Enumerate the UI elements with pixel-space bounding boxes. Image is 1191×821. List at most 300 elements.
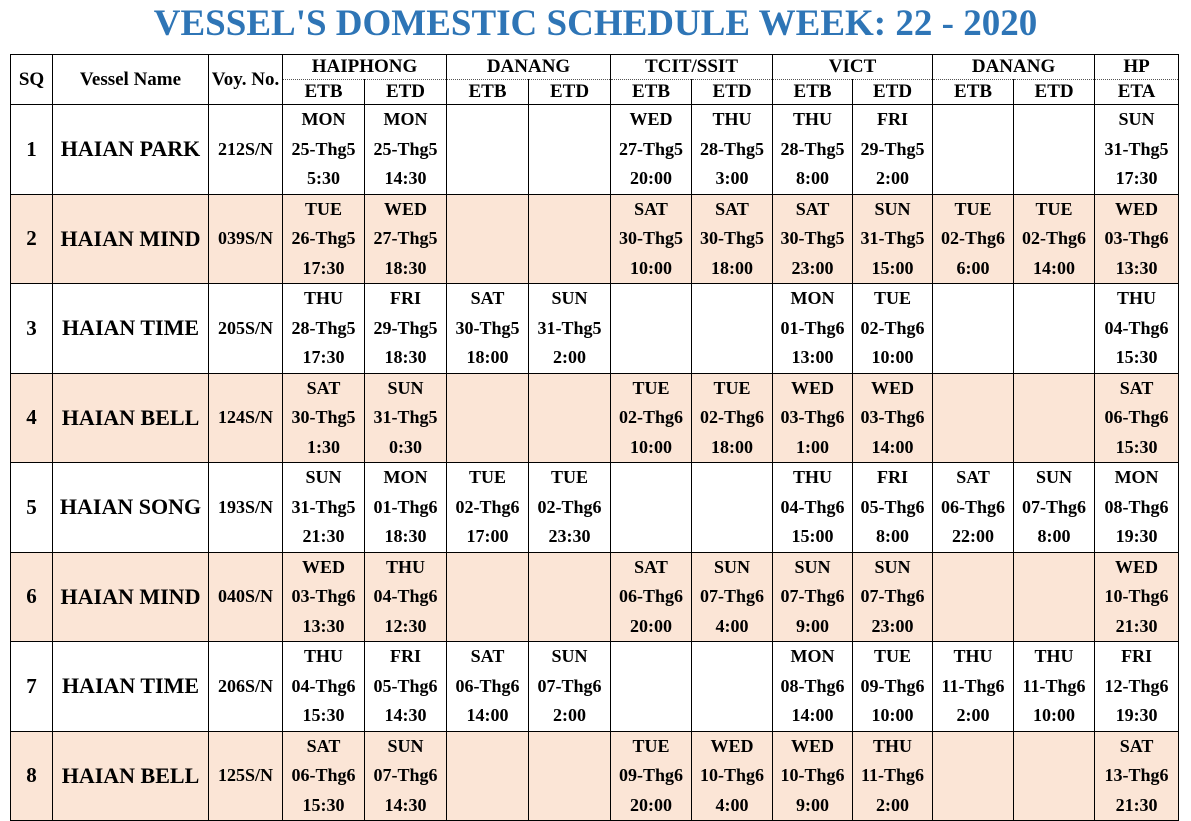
schedule-date: 30-Thg5 [700, 228, 765, 248]
schedule-date [447, 582, 528, 612]
schedule-date [611, 493, 691, 523]
schedule-time [611, 522, 691, 552]
schedule-cell [773, 284, 853, 374]
header-voy-no: Voy. No. [209, 55, 283, 105]
schedule-time [1014, 343, 1094, 373]
schedule-day: FRI [390, 646, 421, 666]
schedule-cell [447, 731, 529, 821]
row-sq: 3 [11, 284, 53, 374]
schedule-day [529, 105, 610, 135]
header-vessel-name: Vessel Name [53, 55, 209, 105]
schedule-cell [283, 463, 365, 553]
schedule-day: WED [301, 556, 345, 577]
schedule-time: 20:00 [630, 794, 673, 815]
schedule-cell [773, 552, 853, 642]
schedule-cell [692, 194, 773, 284]
vessel-name: HAIAN MIND [53, 552, 209, 642]
schedule-day [611, 284, 691, 314]
table-row [11, 194, 1179, 284]
schedule-day: THU [303, 288, 343, 308]
schedule-cell [611, 284, 692, 374]
schedule-date: 06-Thg6 [455, 675, 520, 696]
schedule-time: 13:30 [1115, 257, 1158, 278]
schedule-date: 04-Thg6 [373, 586, 438, 606]
schedule-day [1014, 374, 1094, 404]
schedule-day: MON [301, 109, 346, 129]
schedule-date: 06-Thg6 [619, 586, 684, 606]
schedule-time: 4:00 [715, 794, 749, 815]
schedule-cell [773, 373, 853, 463]
schedule-cell [283, 642, 365, 732]
schedule-day: TUE [1035, 198, 1073, 219]
schedule-day: TUE [304, 198, 342, 219]
schedule-day: SAT [956, 467, 990, 487]
schedule-date: 05-Thg6 [373, 675, 438, 696]
schedule-date: 02-Thg6 [941, 228, 1006, 248]
schedule-date: 29-Thg5 [860, 138, 925, 159]
schedule-date: 02-Thg6 [619, 407, 684, 427]
schedule-cell [529, 373, 611, 463]
schedule-cell [853, 105, 933, 195]
schedule-day: THU [712, 109, 752, 129]
schedule-time: 14:00 [466, 705, 509, 725]
schedule-day [529, 732, 610, 762]
table-row [11, 105, 1179, 195]
schedule-time: 9:00 [796, 794, 830, 815]
schedule-body [11, 55, 1179, 821]
schedule-time: 10:00 [1033, 705, 1076, 725]
schedule-time: 18:30 [384, 347, 427, 367]
table-row [11, 373, 1179, 463]
schedule-time: 17:30 [302, 347, 345, 367]
schedule-day: SAT [1119, 377, 1154, 398]
schedule-day [1014, 553, 1094, 583]
schedule-cell [1095, 373, 1179, 463]
schedule-time: 17:00 [466, 526, 509, 546]
schedule-cell [933, 731, 1014, 821]
schedule-cell [933, 463, 1014, 553]
schedule-cell [611, 552, 692, 642]
schedule-day: SUN [1118, 109, 1155, 129]
schedule-cell [773, 731, 853, 821]
schedule-day: SAT [715, 198, 749, 219]
schedule-date [1014, 314, 1094, 344]
schedule-date [1014, 135, 1094, 165]
schedule-date [447, 761, 528, 791]
voyage-number: 040S/N [209, 552, 283, 642]
schedule-time: 9:00 [796, 615, 830, 636]
schedule-day: FRI [390, 288, 421, 308]
schedule-date [933, 314, 1013, 344]
schedule-time [1014, 612, 1094, 642]
schedule-day: SAT [795, 198, 830, 219]
schedule-date: 08-Thg6 [780, 675, 845, 696]
schedule-day [1014, 732, 1094, 762]
schedule-date [933, 582, 1013, 612]
vessel-name: HAIAN SONG [53, 463, 209, 553]
vessel-name: HAIAN TIME [53, 642, 209, 732]
schedule-day [447, 105, 528, 135]
schedule-day: WED [383, 198, 427, 219]
header-port-danang-2: DANANG [933, 55, 1095, 80]
schedule-time: 10:00 [630, 436, 673, 457]
schedule-date: 31-Thg5 [291, 496, 356, 517]
schedule-time [447, 433, 528, 463]
schedule-date [529, 403, 610, 433]
schedule-date [529, 224, 610, 254]
row-sq: 4 [11, 373, 53, 463]
schedule-day [529, 553, 610, 583]
schedule-time: 15:30 [1115, 347, 1158, 367]
schedule-time [529, 433, 610, 463]
schedule-day: THU [953, 646, 993, 666]
schedule-cell [529, 552, 611, 642]
table-row [11, 731, 1179, 821]
table-row [11, 463, 1179, 553]
header-sub: ETD [1014, 80, 1095, 105]
row-sq: 6 [11, 552, 53, 642]
header-port-vict: VICT [773, 55, 933, 80]
schedule-day [692, 284, 772, 314]
schedule-cell [933, 194, 1014, 284]
schedule-date: 04-Thg6 [291, 675, 356, 696]
page-title: VESSEL'S DOMESTIC SCHEDULE WEEK: 22 - 2020 [153, 3, 1038, 44]
schedule-day [692, 642, 772, 672]
schedule-time: 14:00 [791, 705, 834, 725]
schedule-date: 06-Thg6 [941, 496, 1006, 517]
schedule-time: 2:00 [876, 794, 910, 815]
schedule-date: 28-Thg5 [700, 138, 765, 159]
row-sq: 5 [11, 463, 53, 553]
schedule-cell [1095, 731, 1179, 821]
schedule-time [447, 612, 528, 642]
schedule-time: 17:30 [302, 257, 345, 278]
schedule-cell [283, 373, 365, 463]
schedule-day: TUE [632, 735, 670, 756]
schedule-day: WED [1115, 556, 1159, 577]
schedule-day: TUE [874, 646, 912, 666]
schedule-cell [773, 194, 853, 284]
row-sq: 8 [11, 731, 53, 821]
schedule-cell [692, 642, 773, 732]
schedule-day: SUN [714, 556, 751, 577]
schedule-time [1014, 791, 1094, 821]
schedule-cell [1095, 552, 1179, 642]
schedule-time: 15:30 [1115, 436, 1158, 457]
schedule-date: 31-Thg5 [537, 317, 602, 338]
schedule-day: THU [385, 556, 425, 577]
schedule-day [933, 374, 1013, 404]
schedule-time [447, 254, 528, 284]
schedule-date [933, 761, 1013, 791]
schedule-date: 02-Thg6 [860, 317, 925, 338]
schedule-time: 13:00 [791, 347, 834, 367]
schedule-day: SAT [1119, 735, 1154, 756]
schedule-time: 18:30 [384, 526, 427, 546]
schedule-cell [1014, 284, 1095, 374]
schedule-day: THU [793, 467, 833, 487]
schedule-time [692, 343, 772, 373]
schedule-time [529, 612, 610, 642]
voyage-number: 124S/N [209, 373, 283, 463]
schedule-cell [933, 642, 1014, 732]
schedule-date: 04-Thg6 [780, 496, 845, 517]
schedule-time: 18:30 [384, 257, 427, 278]
schedule-date: 30-Thg5 [455, 317, 520, 338]
schedule-date: 30-Thg5 [780, 228, 845, 248]
schedule-day [692, 463, 772, 493]
schedule-cell [933, 105, 1014, 195]
schedule-date: 27-Thg5 [619, 138, 684, 159]
schedule-cell [283, 552, 365, 642]
schedule-day [447, 732, 528, 762]
schedule-day: THU [1034, 646, 1074, 666]
schedule-cell [1014, 731, 1095, 821]
schedule-day: MON [383, 467, 428, 487]
schedule-day: TUE [954, 198, 992, 219]
schedule-time: 4:00 [715, 615, 749, 636]
schedule-date: 31-Thg5 [1104, 138, 1169, 159]
schedule-day: TUE [632, 377, 670, 398]
schedule-cell [933, 552, 1014, 642]
schedule-day: MON [790, 646, 835, 666]
schedule-cell [611, 373, 692, 463]
schedule-date: 07-Thg6 [1022, 496, 1087, 517]
schedule-day: FRI [877, 467, 909, 487]
schedule-time [611, 701, 691, 731]
schedule-day: SUN [387, 377, 424, 398]
table-row [11, 552, 1179, 642]
schedule-date: 05-Thg6 [860, 496, 925, 517]
schedule-time: 21:30 [1115, 615, 1158, 636]
schedule-date: 07-Thg6 [373, 765, 438, 785]
schedule-date: 29-Thg5 [373, 317, 438, 338]
vessel-name: HAIAN TIME [53, 284, 209, 374]
header-sub: ETB [933, 80, 1014, 105]
schedule-table [10, 54, 1179, 821]
schedule-date [1014, 582, 1094, 612]
schedule-cell [853, 194, 933, 284]
schedule-date: 11-Thg6 [941, 675, 1005, 696]
schedule-cell [1095, 284, 1179, 374]
header-port-haiphong: HAIPHONG [283, 55, 447, 80]
schedule-day: SAT [306, 735, 341, 756]
schedule-time: 21:30 [302, 526, 345, 546]
schedule-cell [853, 373, 933, 463]
schedule-time: 3:00 [715, 168, 749, 188]
header-row-ports [11, 55, 1179, 80]
schedule-cell [1095, 105, 1179, 195]
schedule-date: 09-Thg6 [619, 765, 684, 785]
vessel-name: HAIAN BELL [53, 731, 209, 821]
schedule-day: THU [1117, 288, 1157, 308]
schedule-day [447, 553, 528, 583]
schedule-time: 15:00 [871, 257, 914, 278]
schedule-day: SUN [1036, 467, 1073, 487]
schedule-cell [853, 642, 933, 732]
schedule-time: 6:00 [956, 257, 990, 278]
schedule-day: TUE [874, 288, 912, 308]
schedule-date: 02-Thg6 [455, 496, 520, 517]
schedule-time [933, 612, 1013, 642]
schedule-time: 14:00 [871, 436, 914, 457]
schedule-cell [611, 194, 692, 284]
schedule-date [447, 403, 528, 433]
schedule-date: 10-Thg6 [700, 765, 765, 785]
schedule-date: 03-Thg6 [860, 407, 925, 427]
schedule-cell [365, 284, 447, 374]
schedule-time [933, 433, 1013, 463]
table-row [11, 642, 1179, 732]
row-sq: 7 [11, 642, 53, 732]
schedule-cell [447, 105, 529, 195]
schedule-cell [1014, 194, 1095, 284]
schedule-cell [365, 642, 447, 732]
voyage-number: 205S/N [209, 284, 283, 374]
schedule-day [1014, 284, 1094, 314]
schedule-time: 10:00 [871, 347, 914, 367]
schedule-cell [529, 642, 611, 732]
schedule-time: 22:00 [952, 526, 995, 546]
schedule-date: 13-Thg6 [1104, 765, 1169, 785]
schedule-date: 03-Thg6 [780, 407, 845, 427]
schedule-time: 23:30 [548, 526, 591, 546]
schedule-time [529, 791, 610, 821]
schedule-date: 31-Thg5 [373, 407, 438, 427]
schedule-cell [611, 463, 692, 553]
schedule-time [447, 164, 528, 194]
schedule-date [529, 761, 610, 791]
schedule-day: TUE [551, 467, 589, 487]
header-port-hp: HP [1095, 55, 1179, 80]
schedule-time [933, 343, 1013, 373]
schedule-date: 28-Thg5 [291, 317, 356, 338]
schedule-time: 19:30 [1115, 705, 1158, 725]
schedule-time: 13:30 [302, 615, 345, 636]
schedule-time: 17:30 [1115, 168, 1158, 188]
schedule-date: 08-Thg6 [1104, 496, 1169, 517]
schedule-time: 8:00 [796, 168, 830, 188]
schedule-cell [1014, 642, 1095, 732]
schedule-cell [529, 105, 611, 195]
schedule-date: 04-Thg6 [1104, 317, 1169, 338]
schedule-time [692, 701, 772, 731]
schedule-date: 07-Thg6 [537, 675, 602, 696]
row-sq: 2 [11, 194, 53, 284]
schedule-cell [365, 105, 447, 195]
schedule-cell [1095, 642, 1179, 732]
schedule-time [447, 791, 528, 821]
schedule-date: 01-Thg6 [780, 317, 845, 338]
schedule-date: 06-Thg6 [1104, 407, 1169, 427]
schedule-time: 15:00 [791, 526, 834, 546]
schedule-date: 25-Thg5 [291, 138, 356, 159]
schedule-time [1014, 433, 1094, 463]
schedule-time [529, 164, 610, 194]
schedule-day: SAT [634, 556, 668, 577]
schedule-day [447, 374, 528, 404]
schedule-date [1014, 403, 1094, 433]
schedule-cell [611, 642, 692, 732]
schedule-cell [447, 642, 529, 732]
schedule-cell [283, 105, 365, 195]
schedule-time: 14:30 [384, 705, 427, 725]
schedule-cell [365, 194, 447, 284]
schedule-time: 2:00 [553, 705, 586, 725]
schedule-date [692, 314, 772, 344]
schedule-date: 07-Thg6 [780, 586, 845, 606]
schedule-cell [692, 373, 773, 463]
schedule-day: SUN [874, 198, 911, 219]
schedule-date: 02-Thg6 [700, 407, 765, 427]
schedule-time: 14:30 [384, 794, 427, 815]
schedule-time [529, 254, 610, 284]
schedule-time: 15:30 [302, 794, 345, 815]
schedule-time: 20:00 [630, 615, 673, 636]
schedule-time: 0:30 [389, 436, 422, 457]
schedule-cell [529, 731, 611, 821]
schedule-day: THU [873, 735, 913, 756]
schedule-day: FRI [877, 109, 909, 129]
schedule-date: 03-Thg6 [291, 586, 356, 606]
schedule-day: SAT [306, 377, 341, 398]
voyage-number: 206S/N [209, 642, 283, 732]
schedule-time: 12:30 [384, 615, 427, 636]
table-row [11, 284, 1179, 374]
schedule-date: 09-Thg6 [860, 675, 925, 696]
schedule-date [611, 314, 691, 344]
schedule-day: SAT [634, 198, 668, 219]
schedule-date [1014, 761, 1094, 791]
schedule-date: 06-Thg6 [291, 765, 356, 785]
schedule-cell [692, 463, 773, 553]
schedule-day [933, 105, 1013, 135]
schedule-cell [853, 463, 933, 553]
schedule-day [611, 642, 691, 672]
schedule-day: MON [790, 288, 835, 308]
schedule-cell [692, 105, 773, 195]
schedule-date: 11-Thg6 [861, 765, 925, 785]
schedule-day: SUN [387, 735, 424, 756]
header-sq: SQ [11, 55, 53, 105]
schedule-time: 8:00 [1037, 526, 1071, 546]
schedule-cell [692, 552, 773, 642]
voyage-number: 193S/N [209, 463, 283, 553]
schedule-date: 30-Thg5 [291, 407, 356, 427]
schedule-date [692, 493, 772, 523]
schedule-day: SUN [551, 288, 588, 308]
schedule-date [933, 135, 1013, 165]
schedule-date: 28-Thg5 [780, 138, 845, 159]
schedule-day [611, 463, 691, 493]
schedule-date: 12-Thg6 [1104, 675, 1169, 696]
schedule-time [1014, 164, 1094, 194]
schedule-day: MON [1114, 467, 1159, 487]
header-port-danang: DANANG [447, 55, 611, 80]
voyage-number: 125S/N [209, 731, 283, 821]
schedule-time [611, 343, 691, 373]
schedule-date: 01-Thg6 [373, 496, 438, 517]
schedule-day [933, 284, 1013, 314]
schedule-day: SUN [305, 467, 342, 487]
schedule-cell [853, 284, 933, 374]
schedule-cell [283, 284, 365, 374]
schedule-date: 11-Thg6 [1022, 675, 1086, 696]
schedule-day: SAT [470, 288, 505, 308]
schedule-cell [365, 463, 447, 553]
schedule-cell [1095, 463, 1179, 553]
header-sub: ETD [853, 80, 933, 105]
